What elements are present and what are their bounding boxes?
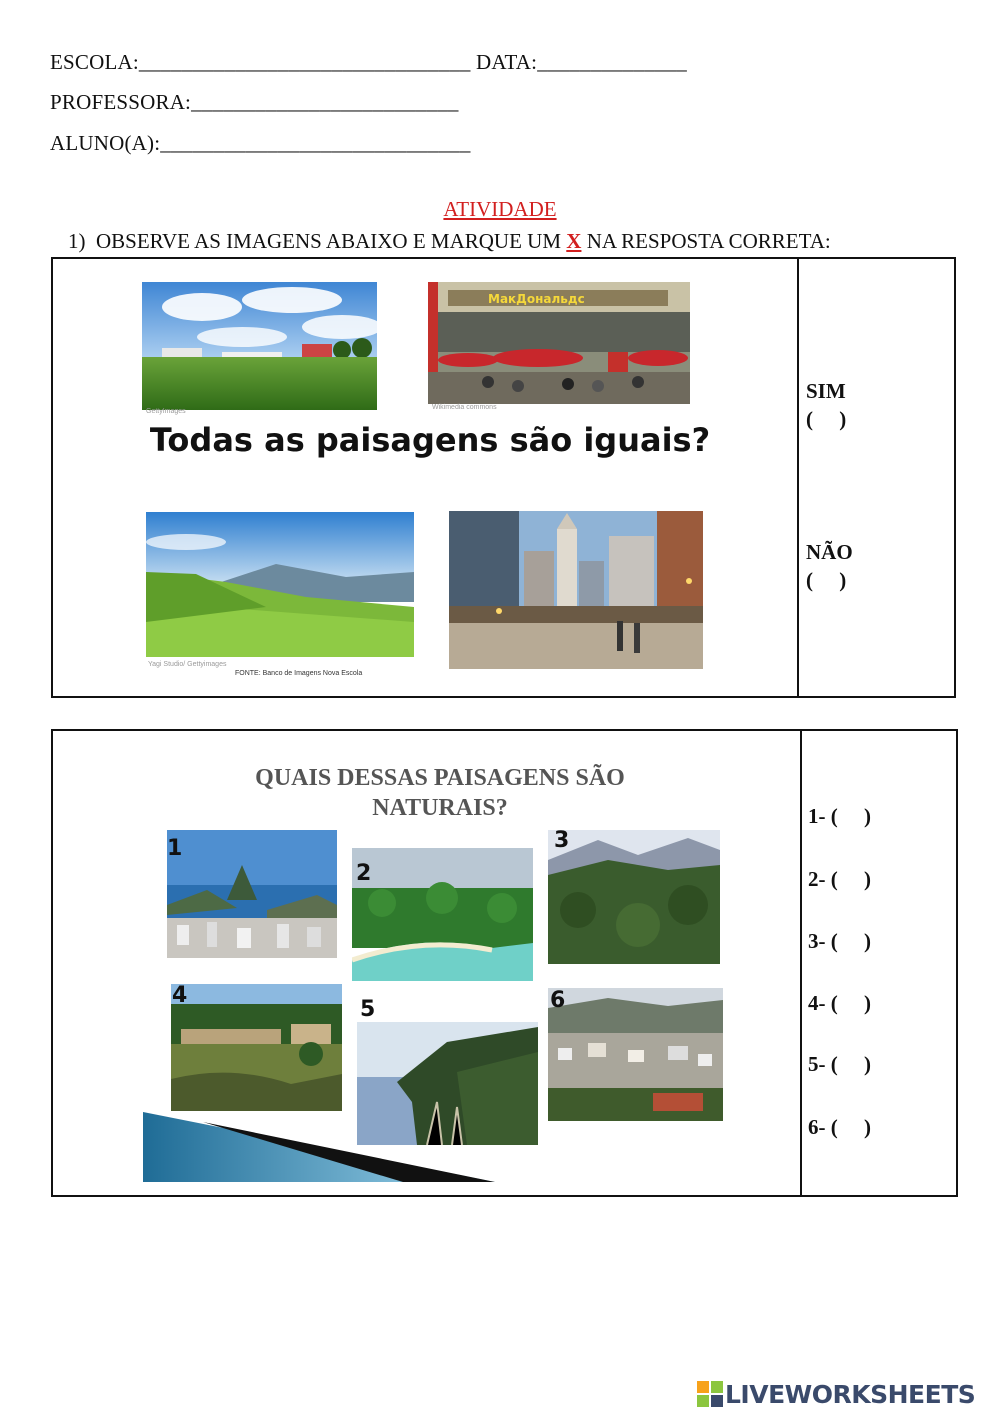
answer-yes-label: SIM xyxy=(806,379,846,403)
instruction xyxy=(68,229,831,254)
logo-square-green xyxy=(711,1381,723,1393)
logo-square-blue xyxy=(711,1395,723,1407)
school-date-line[interactable]: ESCOLA:_______________________________ DATA:______________ xyxy=(50,50,688,74)
column-divider xyxy=(800,731,802,1195)
logo-square-green-2 xyxy=(697,1395,709,1407)
restaurant-sign-text: МакДональдс xyxy=(488,292,585,306)
source-note: FONTE: Banco de Imagens Nova Escola xyxy=(235,670,363,677)
option-2-checkbox[interactable]: 2- ( ) xyxy=(808,867,871,891)
activity-title: ATIVIDADE xyxy=(443,197,557,221)
image-number-3: 3 xyxy=(554,828,570,853)
answer-no-label: NÃO xyxy=(806,540,853,564)
image-number-1: 1 xyxy=(167,836,183,861)
city-restaurant-image xyxy=(428,282,690,404)
image-number-2: 2 xyxy=(356,861,372,886)
landscape-image-1 xyxy=(167,830,337,958)
student-line[interactable]: ALUNO(A):_____________________________ xyxy=(50,131,471,155)
instruction-post: NA RESPOSTA CORRETA: xyxy=(581,229,831,253)
answer-yes-checkbox[interactable]: ( ) xyxy=(806,407,847,431)
green-hills-image xyxy=(146,512,414,657)
landscape-image-2 xyxy=(352,848,533,981)
decorative-wedge xyxy=(143,1112,495,1182)
logo-grid-icon xyxy=(697,1381,723,1407)
logo-square-orange xyxy=(697,1381,709,1393)
farm-field-image xyxy=(142,282,377,410)
teacher-line[interactable]: PROFESSORA:_________________________ xyxy=(50,90,459,114)
option-1-checkbox[interactable]: 1- ( ) xyxy=(808,804,871,828)
credit-yagi-studio: Yagi Studio/ Gettyimages xyxy=(148,661,227,668)
landscape-image-3 xyxy=(548,830,720,964)
question-2-title: QUAIS DESSAS PAISAGENS SÃO NATURAIS? xyxy=(255,765,625,821)
credit-wikimedia: Wikimedia commons xyxy=(432,404,497,411)
instruction-x-mark: X xyxy=(566,229,582,253)
liveworksheets-logo[interactable] xyxy=(697,1374,975,1413)
option-4-checkbox[interactable]: 4- ( ) xyxy=(808,991,871,1015)
credit-gettyimages: GettyImages xyxy=(146,408,186,415)
column-divider xyxy=(797,259,799,696)
landscape-image-6 xyxy=(548,988,723,1121)
instruction-pre: 1) OBSERVE AS IMAGENS ABAIXO E MARQUE UM xyxy=(68,229,567,253)
option-5-checkbox[interactable]: 5- ( ) xyxy=(808,1052,871,1076)
answer-no-checkbox[interactable]: ( ) xyxy=(806,568,847,592)
landscape-image-4 xyxy=(171,984,342,1111)
big-question: Todas as paisagens são iguais? xyxy=(149,421,711,459)
option-6-checkbox[interactable]: 6- ( ) xyxy=(808,1115,871,1139)
logo-text: LIVEWORKSHEETS xyxy=(725,1379,976,1409)
image-number-4: 4 xyxy=(172,983,188,1008)
image-number-5: 5 xyxy=(360,997,376,1022)
option-3-checkbox[interactable]: 3- ( ) xyxy=(808,929,871,953)
image-number-6: 6 xyxy=(550,988,566,1013)
city-street-image xyxy=(449,511,703,669)
